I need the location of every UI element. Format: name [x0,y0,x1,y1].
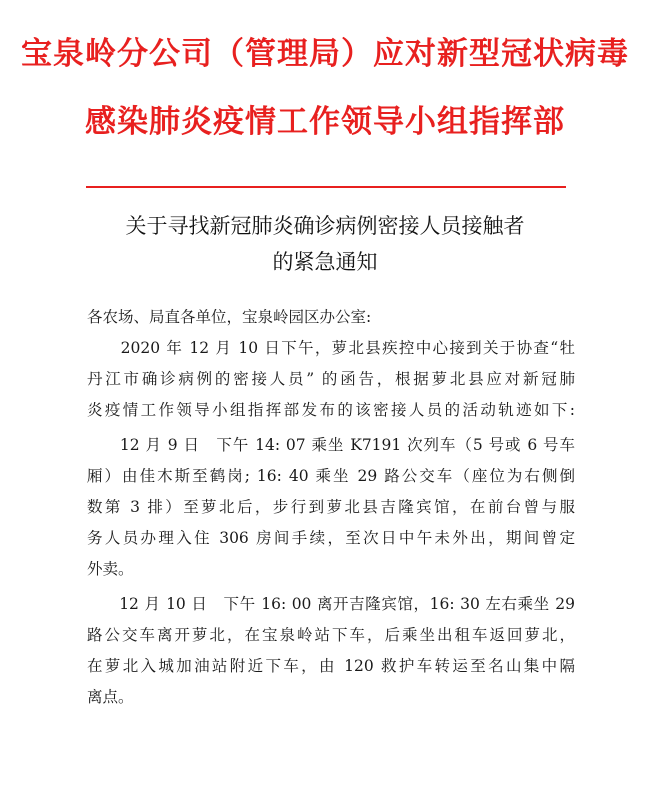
paragraph-3-line: 离点。 [87,688,134,706]
notice-body [87,305,575,709]
red-divider [86,186,566,188]
paragraph-2-line: 12 月 9 日 下午 14: 07 乘坐 K7191 次列车（5 号或 6 号车 [87,436,575,454]
paragraph-2-line: 数第 3 排）至萝北后，步行到萝北县吉隆宾馆，在前台曾与服 [87,498,575,516]
notice-title-line-1: 关于寻找新冠肺炎确诊病例密接人员接触者 [125,214,525,238]
red-header-line-1: 宝泉岭分公司（管理局）应对新型冠状病毒 [21,36,629,72]
paragraph-3-line: 路公交车离开萝北，在宝泉岭站下车，后乘坐出租车返回萝北， [87,626,575,644]
paragraph-1-line: 炎疫情工作领导小组指挥部发布的该密接人员的活动轨迹如下: [87,401,575,419]
paragraph-3-line: 在萝北入城加油站附近下车，由 120 救护车转运至名山集中隔 [87,657,575,675]
paragraph-2-line: 厢）由佳木斯至鹤岗; 16: 40 乘坐 29 路公交车（座位为右侧倒 [87,467,575,485]
paragraph-1-line: 2020 年 12 月 10 日下午，萝北县疾控中心接到关于协查“牡 [87,339,575,357]
salutation: 各农场、局直各单位，宝泉岭园区办公室: [87,308,372,326]
red-header-line-2: 感染肺炎疫情工作领导小组指挥部 [85,104,565,140]
notice-title-line-2: 的紧急通知 [272,250,378,274]
paragraph-2-line: 外卖。 [87,560,134,578]
paragraph-1-line: 丹江市确诊病例的密接人员” 的函告，根据萝北县应对新冠肺 [87,370,575,388]
paragraph-2-line: 务人员办理入住 306 房间手续，至次日中午未外出，期间曾定 [87,529,575,547]
paragraph-3-line: 12 月 10 日 下午 16: 00 离开吉隆宾馆，16: 30 左右乘坐 29 [87,595,575,613]
